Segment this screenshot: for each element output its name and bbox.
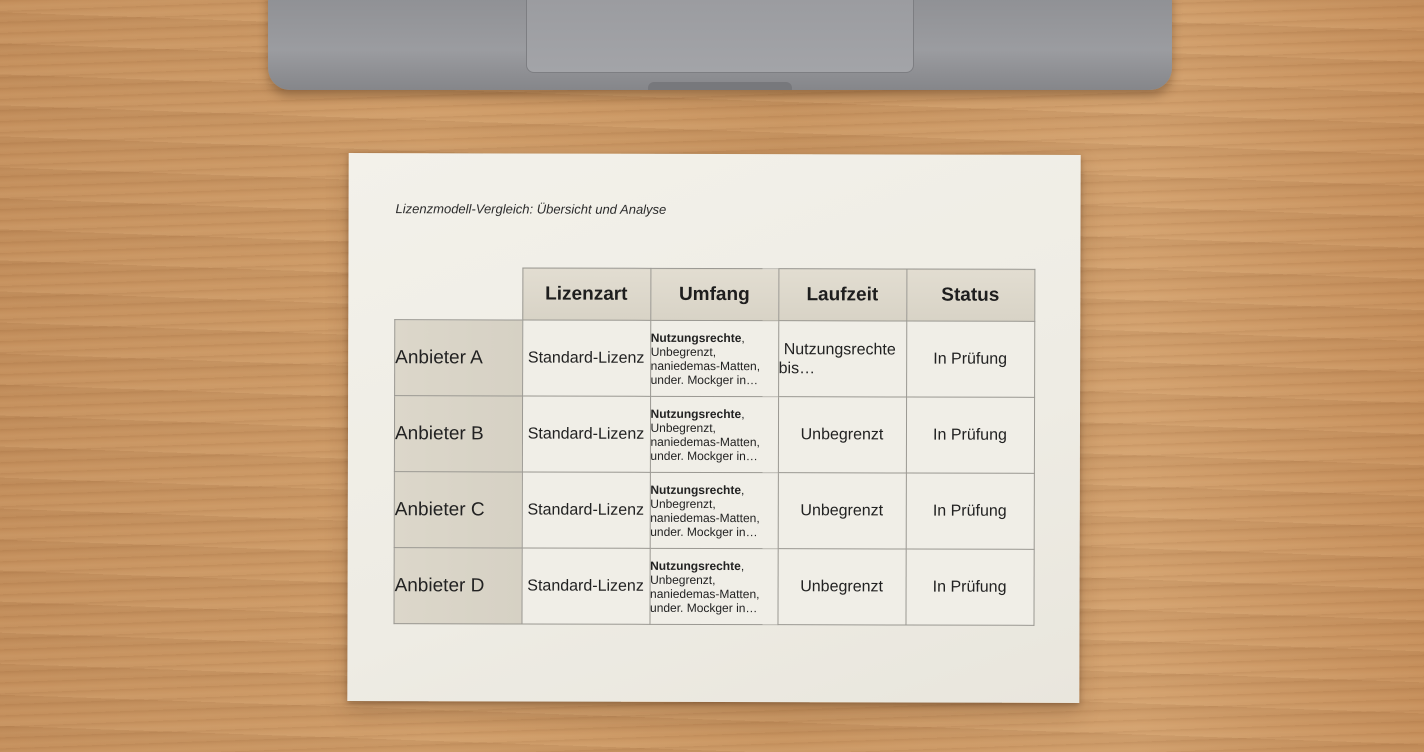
umfang-line3: naniedemas-Matten,	[650, 434, 760, 449]
table-row	[394, 548, 1034, 626]
umfang-line2: Unbegrenzt,	[650, 496, 716, 511]
umfang-line4: under. Mockger in…	[650, 524, 758, 539]
umfang-line1	[651, 330, 778, 344]
umfang-line3: naniedemas-Matten,	[650, 358, 761, 373]
license-comparison-table	[393, 267, 1034, 626]
umfang-line2: Unbegrenzt,	[650, 572, 716, 587]
umfang-line1	[650, 558, 777, 572]
umfang-suffix: ,	[740, 558, 745, 573]
cell-status: In Prüfung	[906, 321, 1034, 397]
document-title: Lizenzmodell-Vergleich: Übersicht und Analyse	[395, 201, 667, 217]
table-corner	[395, 268, 523, 320]
umfang-bold: Nutzungsrechte	[650, 330, 742, 345]
laptop-lid-notch	[648, 82, 792, 90]
cell-laufzeit: Unbegrenzt	[777, 549, 905, 625]
cell-status: In Prüfung	[905, 549, 1033, 625]
umfang-line3: naniedemas-Matten,	[650, 510, 760, 525]
row-header-anbieter: Anbieter D	[394, 548, 522, 624]
table-row	[394, 472, 1034, 550]
row-header-anbieter: Anbieter C	[394, 472, 522, 548]
paper-sheet	[347, 153, 1080, 703]
table-row	[394, 396, 1034, 474]
column-header-laufzeit: Laufzeit	[778, 269, 906, 321]
umfang-bold: Nutzungsrechte	[650, 482, 742, 497]
cell-umfang	[649, 548, 777, 624]
laufzeit-line2: bis…	[778, 359, 816, 377]
table-header-row	[395, 268, 1035, 322]
cell-umfang	[650, 320, 778, 396]
cell-status: In Prüfung	[906, 473, 1034, 549]
umfang-line4: under. Mockger in…	[650, 600, 758, 615]
cell-umfang	[650, 396, 778, 472]
cell-lizenzart: Standard-Lizenz	[522, 396, 650, 472]
column-header-umfang: Umfang	[650, 268, 778, 320]
laptop	[268, 0, 1172, 90]
umfang-line2: Unbegrenzt,	[650, 420, 716, 435]
column-header-status: Status	[906, 269, 1034, 321]
row-header-anbieter: Anbieter B	[394, 396, 522, 472]
cell-laufzeit: Unbegrenzt	[778, 397, 906, 473]
umfang-suffix: ,	[741, 482, 745, 497]
umfang-line1	[650, 482, 777, 496]
umfang-line2: Unbegrenzt,	[650, 344, 717, 359]
cell-lizenzart: Standard-Lizenz	[522, 320, 650, 396]
cell-umfang	[650, 472, 778, 548]
umfang-line4: under. Mockger in…	[650, 372, 759, 387]
umfang-bold: Nutzungsrechte	[650, 558, 741, 573]
cell-status: In Prüfung	[906, 397, 1034, 473]
column-header-lizenzart: Lizenzart	[522, 268, 650, 320]
umfang-line4: under. Mockger in…	[650, 448, 758, 463]
cell-laufzeit	[778, 321, 906, 397]
table-row	[395, 320, 1035, 398]
umfang-bold: Nutzungsrechte	[650, 406, 742, 421]
umfang-line3: naniedemas-Matten,	[650, 586, 760, 601]
row-header-anbieter: Anbieter A	[395, 320, 523, 396]
cell-laufzeit: Unbegrenzt	[778, 473, 906, 549]
cell-lizenzart: Standard-Lizenz	[521, 548, 649, 624]
laufzeit-line1: Nutzungsrechte	[783, 340, 896, 358]
cell-lizenzart: Standard-Lizenz	[522, 472, 650, 548]
umfang-suffix: ,	[741, 406, 745, 421]
umfang-suffix: ,	[741, 330, 745, 345]
laptop-trackpad	[526, 0, 914, 73]
umfang-line1	[651, 406, 778, 420]
